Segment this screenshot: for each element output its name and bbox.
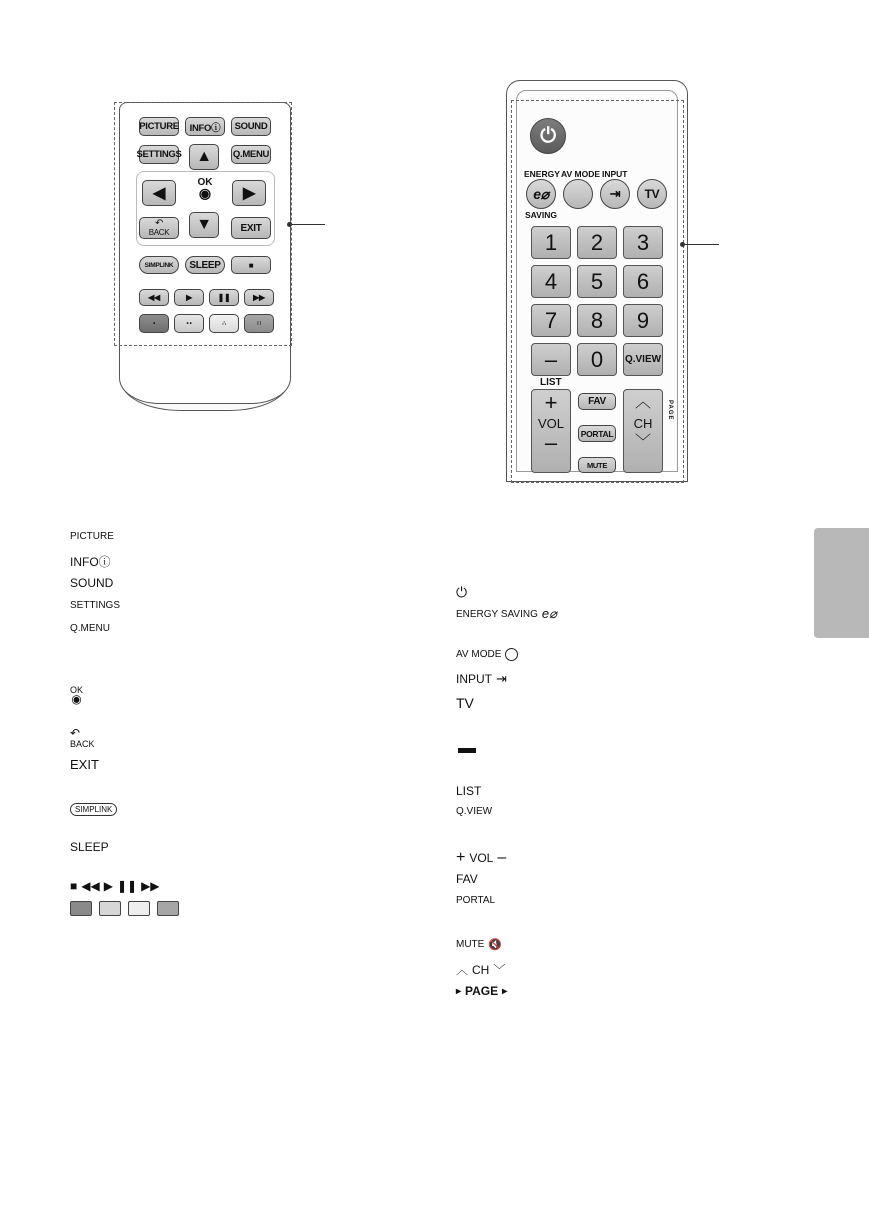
side-tab [814, 528, 869, 638]
legend-simplink-label: SIMPLINK [70, 803, 117, 816]
legend-energy-saving [456, 606, 557, 622]
legend-vol-plus-icon: + [456, 849, 466, 866]
ok-label: OK [197, 177, 213, 188]
dash-button[interactable]: – [531, 343, 571, 376]
legend-portal-label: PORTAL [456, 895, 496, 906]
legend-fav-label: FAV [456, 872, 478, 886]
back-button[interactable] [139, 217, 179, 239]
exit-button[interactable]: EXIT [231, 217, 271, 239]
rewind-button[interactable]: ◀◀ [139, 289, 169, 306]
legend-color-3 [128, 901, 150, 916]
color-button-3[interactable]: ∴ [209, 314, 239, 333]
legend-qview-label: Q.VIEW [456, 806, 493, 817]
legend-ch-label: CH [472, 962, 490, 977]
legend-fav [456, 872, 478, 886]
legend-power-icon: ⏻ [456, 584, 468, 600]
legend-list-label: LIST [456, 784, 482, 798]
color-button-4[interactable]: ∷ [244, 314, 274, 333]
legend-ok-label: OK [70, 685, 84, 695]
simplink-button[interactable]: SIMPLINK [139, 256, 179, 274]
input-button[interactable]: ⇥ [600, 179, 630, 209]
legend-qmenu-label: Q.MENU [70, 623, 110, 634]
legend-page-label: PAGE [465, 984, 499, 998]
legend-settings [70, 600, 120, 611]
sound-button[interactable]: SOUND [231, 117, 271, 136]
legend-mute-icon: 🔇 [488, 939, 503, 951]
volume-label: VOL [537, 416, 564, 431]
sleep-button[interactable]: SLEEP [185, 256, 225, 274]
ok-circle-icon: ◉ [198, 185, 212, 201]
channel-up-icon: ︿ [634, 394, 651, 411]
legend-vol-label: VOL [469, 851, 494, 865]
legend-sound-label: SOUND [70, 576, 114, 590]
avmode-label: AV MODE [561, 169, 601, 179]
pause-button[interactable]: ❚❚ [209, 289, 239, 306]
legend-stop-icon: ■ [70, 879, 78, 893]
legend-list [456, 784, 481, 798]
legend-exit-label: EXIT [70, 757, 99, 772]
small-remote-callout-line [291, 224, 325, 225]
legend-sleep-label: SLEEP [70, 840, 109, 854]
volume-rocker[interactable] [531, 389, 571, 473]
legend-page-right-icon: ▸ [502, 985, 508, 997]
saving-label: SAVING [525, 210, 557, 220]
number-button-2[interactable]: 2 [577, 226, 617, 259]
legend-mute [456, 938, 502, 951]
qview-button[interactable]: Q.VIEW [623, 343, 663, 376]
legend-picture-label: PICTURE [70, 531, 114, 542]
legend-ch-up-icon: ︿ [456, 963, 469, 977]
fast-forward-button[interactable]: ▶▶ [244, 289, 274, 306]
legend-energy-icon: e⌀ [541, 606, 557, 621]
legend-color-4 [157, 901, 179, 916]
legend-back-label: BACK [70, 739, 95, 749]
legend-ff-icon: ▶▶ [141, 879, 160, 893]
legend-sound [70, 576, 113, 590]
energy-saving-button[interactable]: e⌀ [526, 179, 556, 209]
info-button[interactable]: INFOⓘ [185, 117, 225, 136]
legend-color-buttons [70, 901, 179, 916]
back-label: BACK [148, 227, 170, 237]
legend-ch [456, 961, 505, 978]
big-remote-callout-line [684, 244, 719, 245]
ok-button[interactable] [193, 178, 217, 208]
legend-pause-icon: ❚❚ [116, 879, 138, 893]
legend-ch-down-icon: ﹀ [493, 963, 506, 977]
picture-button[interactable]: PICTURE [139, 117, 179, 136]
power-button[interactable]: ⏻ [530, 118, 566, 154]
legend-input-label: INPUT [456, 672, 492, 686]
legend-mute-label: MUTE [456, 939, 485, 950]
portal-button[interactable]: PORTAL [578, 425, 616, 442]
fav-button[interactable]: FAV [578, 393, 616, 410]
tv-button[interactable]: TV [637, 179, 667, 209]
energy-label: ENERGY [524, 169, 560, 179]
qmenu-button[interactable]: Q.MENU [231, 145, 271, 164]
legend-info-label: INFOⓘ [70, 555, 111, 569]
right-arrow-button[interactable]: ▶ [232, 180, 266, 206]
number-button-9[interactable]: 9 [623, 304, 663, 337]
list-label: LIST [540, 377, 562, 388]
volume-down-icon: – [544, 430, 558, 455]
number-button-6[interactable]: 6 [623, 265, 663, 298]
number-button-8[interactable]: 8 [577, 304, 617, 337]
legend-settings-label: SETTINGS [70, 600, 121, 611]
down-arrow-button[interactable]: ▼ [189, 212, 219, 238]
legend-page [456, 984, 507, 998]
legend-play-icon: ▶ [103, 879, 113, 893]
legend-color-1 [70, 901, 92, 916]
number-button-4[interactable]: 4 [531, 265, 571, 298]
legend-qmenu [70, 623, 110, 634]
legend-back [70, 728, 95, 749]
page-label: PAGE [667, 400, 673, 421]
left-arrow-button[interactable]: ◀ [142, 180, 176, 206]
channel-down-icon: ﹀ [634, 434, 651, 451]
back-arrow-icon: ↶ [154, 217, 164, 229]
legend-avmode-label: AV MODE [456, 649, 502, 660]
legend-rewind-icon: ◀◀ [81, 879, 100, 893]
legend-qview [456, 806, 492, 817]
legend-sleep [70, 840, 109, 854]
legend-avmode-icon [505, 648, 518, 661]
legend-input-icon: ⇥ [496, 671, 507, 686]
channel-label: CH [633, 416, 653, 431]
legend-vol [456, 849, 506, 867]
stop-button[interactable]: ■ [231, 256, 271, 274]
legend-info [70, 553, 111, 570]
play-button[interactable]: ▶ [174, 289, 204, 306]
legend-color-2 [99, 901, 121, 916]
legend-playback-icons [70, 879, 160, 893]
number-button-0[interactable]: 0 [577, 343, 617, 376]
legend-tv-label: TV [456, 695, 474, 711]
number-button-3[interactable]: 3 [623, 226, 663, 259]
up-arrow-button[interactable]: ▲ [189, 144, 219, 170]
legend-tv [456, 695, 474, 711]
av-mode-button[interactable] [563, 179, 593, 209]
legend-input [456, 671, 507, 687]
legend-energy-label: ENERGY SAVING [456, 608, 538, 620]
legend-power [456, 584, 467, 601]
legend-exit [70, 757, 99, 772]
settings-button[interactable]: SETTINGS [139, 145, 179, 164]
volume-up-icon: + [544, 390, 558, 415]
legend-simplink [70, 803, 117, 816]
mute-button[interactable]: MUTE [578, 457, 616, 473]
number-button-1[interactable]: 1 [531, 226, 571, 259]
legend-avmode [456, 648, 518, 661]
input-label: INPUT [602, 169, 628, 179]
number-button-5[interactable]: 5 [577, 265, 617, 298]
legend-back-arrow-icon: ↶ [70, 726, 81, 740]
color-button-2[interactable]: • • [174, 314, 204, 333]
legend-ok [70, 686, 83, 705]
legend-vol-minus-icon: – [497, 849, 507, 866]
channel-rocker[interactable] [623, 389, 663, 473]
legend-picture [70, 531, 114, 542]
legend-page-left-icon: ▸ [456, 985, 462, 997]
number-button-7[interactable]: 7 [531, 304, 571, 337]
legend-dash-icon [458, 748, 476, 753]
legend-portal [456, 895, 495, 906]
color-button-1[interactable]: • [139, 314, 169, 333]
legend-ok-icon: ◉ [71, 692, 82, 706]
